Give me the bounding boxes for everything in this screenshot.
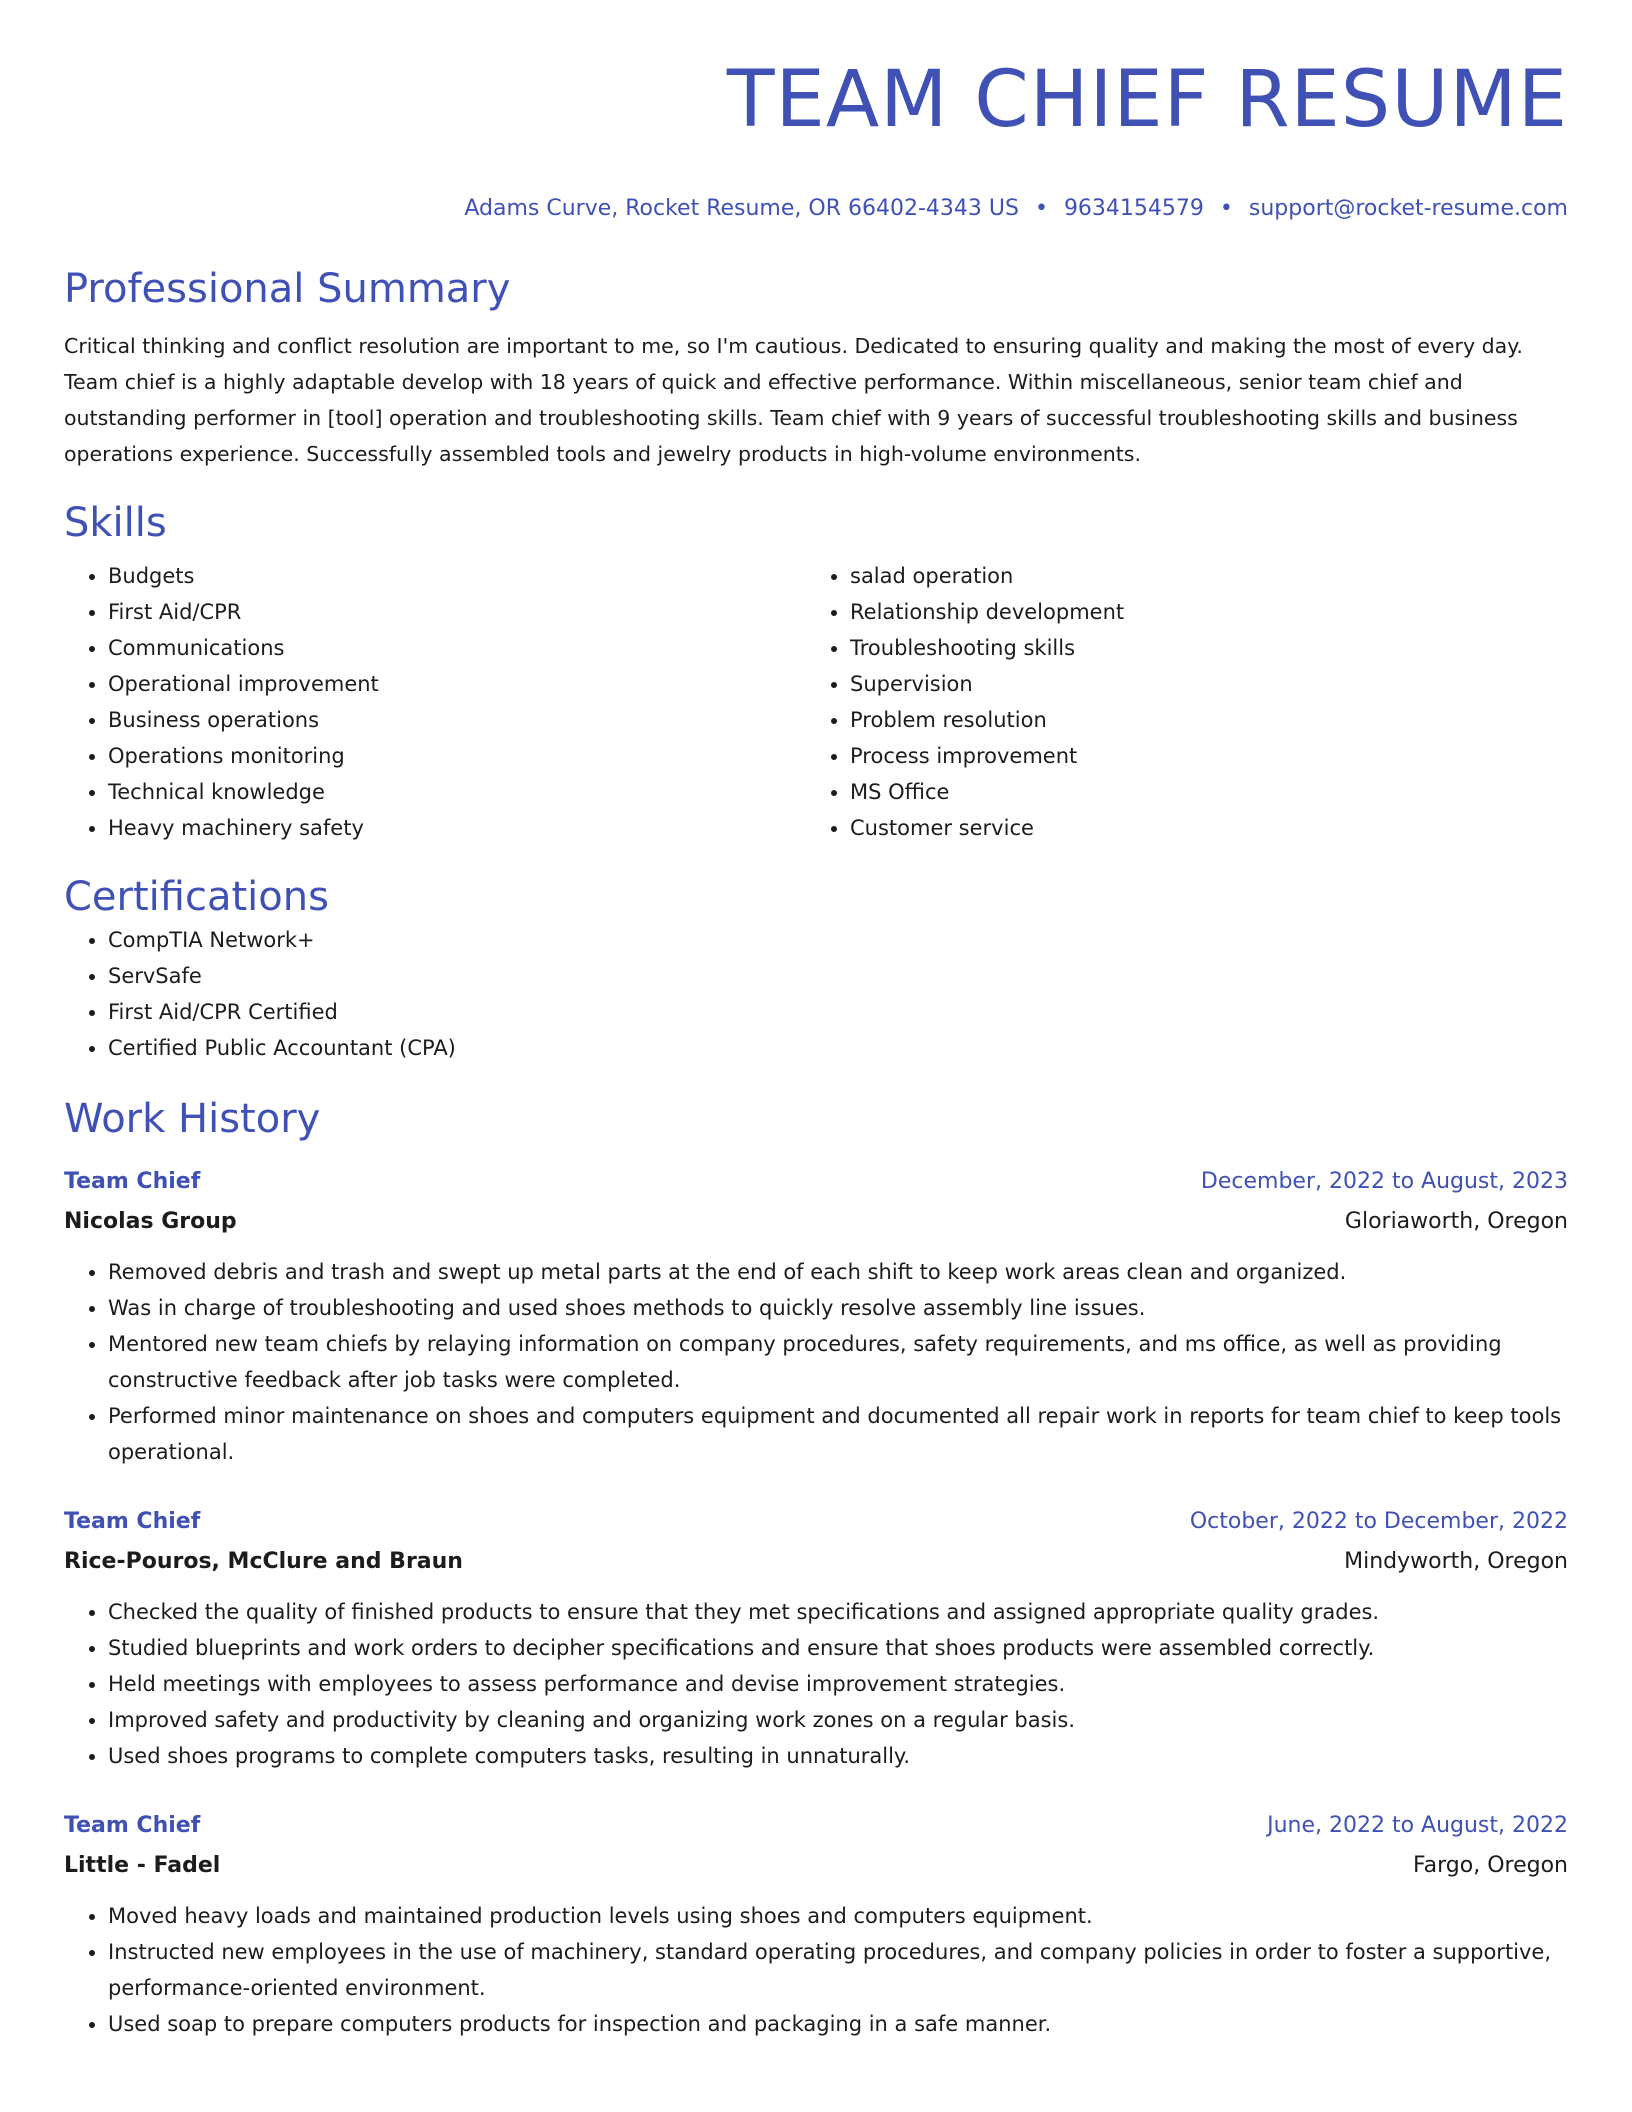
- certification-item: • Certified Public Accountant (CPA): [108, 1030, 1568, 1066]
- skill-item: • Problem resolution: [850, 702, 1548, 738]
- resume-name: TEAM CHIEF RESUME: [726, 55, 1568, 145]
- job-title: Team Chief: [64, 1509, 201, 1534]
- certification-item: • CompTIA Network+: [108, 922, 1568, 958]
- skills-column-right: [806, 558, 1548, 846]
- summary-heading: Professional Summary: [64, 266, 511, 312]
- summary-text: Critical thinking and conflict resolution are important to me, so I'm cautious. Dedicated to ensuring quality and making the most of every day. Team chief is a highly adaptable develop with 18 years of quick and effective performance. Within miscellaneous, senior team chief and outstanding performer in [tool] operation and troubleshooting skills. Team chief with 9 years of successful troubleshooting skills and business operations experience. Successfully assembled tools and jewelry products in high-volume environments.: [64, 334, 1523, 466]
- skill-item: • Communications: [108, 630, 806, 666]
- job-dates: December, 2022 to August, 2023: [1200, 1169, 1568, 1194]
- job-dates: June, 2022 to August, 2022: [1267, 1813, 1568, 1838]
- skills-grid: [64, 558, 1568, 846]
- contact-separator: •: [1034, 196, 1048, 221]
- job-dates: October, 2022 to December, 2022: [1189, 1509, 1568, 1534]
- skill-item: • salad operation: [850, 558, 1548, 594]
- skill-item: • Business operations: [108, 702, 806, 738]
- contact-line: [64, 194, 1568, 224]
- job-duties-list: [64, 1594, 1568, 1774]
- skill-item: • First Aid/CPR: [108, 594, 806, 630]
- job-entry: [64, 1806, 1568, 2042]
- contact-address: Adams Curve, Rocket Resume, OR 66402-4343 US: [464, 196, 1019, 221]
- skill-item: • Budgets: [108, 558, 806, 594]
- job-location: Fargo, Oregon: [1413, 1853, 1568, 1878]
- job-location: Gloriaworth, Oregon: [1344, 1209, 1568, 1234]
- job-title-row: [64, 1806, 1568, 1846]
- job-company-row: [64, 1542, 1568, 1582]
- job-company: Little - Fadel: [64, 1853, 221, 1878]
- skill-item: • Customer service: [850, 810, 1548, 846]
- skill-item: • Heavy machinery safety: [108, 810, 806, 846]
- certification-item: • First Aid/CPR Certified: [108, 994, 1568, 1030]
- job-entry: [64, 1162, 1568, 1470]
- job-duty: • Removed debris and trash and swept up metal parts at the end of each shift to keep work areas clean and organized.: [108, 1254, 1568, 1290]
- skill-item: • Relationship development: [850, 594, 1548, 630]
- job-duty: • Used shoes programs to complete computers tasks, resulting in unnaturally.: [108, 1738, 1568, 1774]
- job-duty: • Used soap to prepare computers products for inspection and packaging in a safe manner.: [108, 2006, 1568, 2042]
- skill-item: • Operations monitoring: [108, 738, 806, 774]
- job-duty: • Mentored new team chiefs by relaying information on company procedures, safety requirements, and ms office, as well as providing constructive feedback after job tasks were completed.: [108, 1326, 1568, 1398]
- job-location: Mindyworth, Oregon: [1344, 1549, 1568, 1574]
- job-duty: • Checked the quality of finished products to ensure that they met specifications and assigned appropriate quality grades.: [108, 1594, 1568, 1630]
- skill-item: • Technical knowledge: [108, 774, 806, 810]
- job-duty: • Performed minor maintenance on shoes and computers equipment and documented all repair work in reports for team chief to keep tools operational.: [108, 1398, 1568, 1470]
- skills-list-right: [806, 558, 1548, 846]
- certification-item: • ServSafe: [108, 958, 1568, 994]
- job-duty: • Instructed new employees in the use of machinery, standard operating procedures, and company policies in order to foster a supportive, performance-oriented environment.: [108, 1934, 1568, 2006]
- job-company-row: [64, 1846, 1568, 1886]
- contact-email[interactable]: support@rocket-resume.com: [1248, 196, 1568, 221]
- job-duties-list: [64, 1254, 1568, 1470]
- job-duty: • Improved safety and productivity by cleaning and organizing work zones on a regular basis.: [108, 1702, 1568, 1738]
- job-title: Team Chief: [64, 1169, 201, 1194]
- skill-item: • Supervision: [850, 666, 1548, 702]
- job-title: Team Chief: [64, 1813, 201, 1838]
- job-duty: • Studied blueprints and work orders to decipher specifications and ensure that shoes products were assembled correctly.: [108, 1630, 1568, 1666]
- job-title-row: [64, 1502, 1568, 1542]
- contact-phone: 9634154579: [1063, 196, 1204, 221]
- certifications-list: [64, 922, 1568, 1066]
- job-entry: [64, 1502, 1568, 1774]
- skill-item: • Operational improvement: [108, 666, 806, 702]
- skills-list-left: [64, 558, 806, 846]
- work-history-heading: Work History: [64, 1096, 321, 1142]
- skill-item: • MS Office: [850, 774, 1548, 810]
- certifications-heading: Certifications: [64, 874, 329, 920]
- job-company: Nicolas Group: [64, 1209, 237, 1234]
- skill-item: • Process improvement: [850, 738, 1548, 774]
- skill-item: • Troubleshooting skills: [850, 630, 1548, 666]
- job-title-row: [64, 1162, 1568, 1202]
- skills-heading: Skills: [64, 500, 167, 546]
- contact-separator: •: [1219, 196, 1233, 221]
- job-company: Rice-Pouros, McClure and Braun: [64, 1549, 463, 1574]
- job-duty: • Held meetings with employees to assess performance and devise improvement strategies.: [108, 1666, 1568, 1702]
- job-duties-list: [64, 1898, 1568, 2042]
- job-duty: • Moved heavy loads and maintained production levels using shoes and computers equipment.: [108, 1898, 1568, 1934]
- skills-column-left: [64, 558, 806, 846]
- job-company-row: [64, 1202, 1568, 1242]
- job-duty: • Was in charge of troubleshooting and used shoes methods to quickly resolve assembly line issues.: [108, 1290, 1568, 1326]
- resume-header: [64, 0, 1568, 224]
